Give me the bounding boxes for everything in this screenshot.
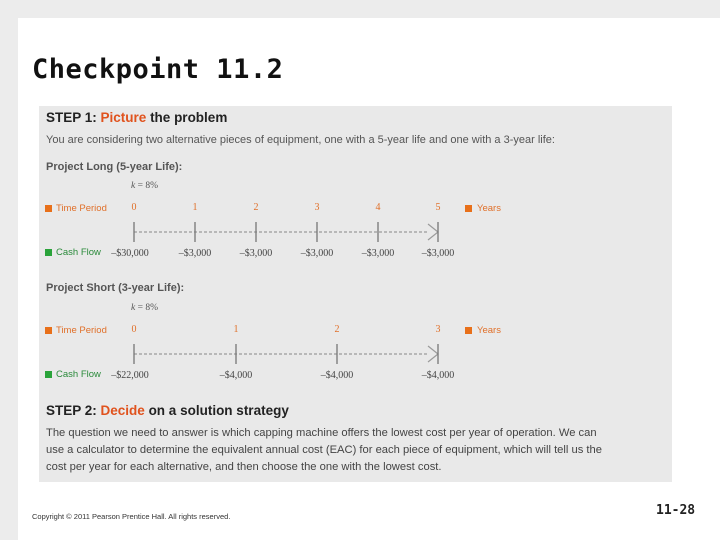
- project-short-years-label: Years: [477, 325, 501, 336]
- paragraph-line: cost per year for each alternative, and then choose the one with the lowest cost.: [46, 461, 442, 473]
- rate-value: = 8%: [135, 303, 158, 313]
- step2-paragraph: [46, 425, 666, 476]
- step2-accent: Decide: [100, 403, 145, 418]
- period-tick: 3: [314, 202, 320, 213]
- cash-flow-value: –$3,000: [421, 248, 455, 259]
- copyright-notice: Copyright © 2011 Pearson Prentice Hall. All rights reserved.: [32, 512, 231, 521]
- time-period-marker: [45, 327, 52, 334]
- cash-flow-value: –$22,000: [111, 370, 149, 381]
- period-tick: 4: [375, 202, 381, 213]
- project-short-cash-label: Cash Flow: [56, 369, 101, 380]
- cash-flow-value: –$3,000: [239, 248, 273, 259]
- rate-value: = 8%: [135, 181, 158, 191]
- period-tick: 0: [131, 324, 137, 335]
- cash-flow-value: –$3,000: [361, 248, 395, 259]
- project-short-time-label: Time Period: [56, 325, 107, 336]
- cash-flow-value: –$4,000: [421, 370, 455, 381]
- project-long-time-label: Time Period: [56, 203, 107, 214]
- step1-suffix: the problem: [146, 110, 228, 125]
- page-number: 11-28: [656, 503, 696, 518]
- project-long-cash-label: Cash Flow: [56, 247, 101, 258]
- step2-prefix: STEP 2:: [46, 403, 101, 418]
- project-short-heading: Project Short (3-year Life):: [46, 282, 185, 294]
- step1-accent: Picture: [100, 110, 147, 125]
- k-symbol: k: [131, 303, 136, 313]
- step2-suffix: on a solution strategy: [144, 403, 289, 418]
- cash-flow-value: –$4,000: [320, 370, 354, 381]
- paragraph-line: The question we need to answer is which capping machine offers the lowest cost per year of operation. We can: [46, 427, 597, 439]
- slide-title: Checkpoint 11.2: [32, 54, 284, 85]
- project-long-heading: Project Long (5-year Life):: [46, 161, 183, 173]
- period-tick: 1: [192, 202, 198, 213]
- years-marker: [465, 327, 472, 334]
- period-tick: 3: [435, 324, 441, 335]
- k-symbol: k: [131, 181, 136, 191]
- cash-flow-value: –$4,000: [219, 370, 253, 381]
- step1-intro: You are considering two alternative pieces of equipment, one with a 5-year life and one with a 3-year life:: [46, 134, 555, 146]
- step2-heading: [46, 403, 289, 418]
- cash-flow-value: –$3,000: [300, 248, 334, 259]
- period-tick: 2: [334, 324, 340, 335]
- step1-prefix: STEP 1:: [46, 110, 101, 125]
- project-long-years-label: Years: [477, 203, 501, 214]
- cash-flow-value: –$30,000: [111, 248, 149, 259]
- project-short-rate: [131, 303, 158, 313]
- period-tick: 5: [435, 202, 441, 213]
- period-tick: 0: [131, 202, 137, 213]
- period-tick: 2: [253, 202, 259, 213]
- cash-flow-value: –$3,000: [178, 248, 212, 259]
- period-tick: 1: [233, 324, 239, 335]
- paragraph-line: use a calculator to determine the equivalent annual cost (EAC) for each piece of equipment, which will tell us the: [46, 444, 602, 456]
- cash-flow-marker: [45, 371, 52, 378]
